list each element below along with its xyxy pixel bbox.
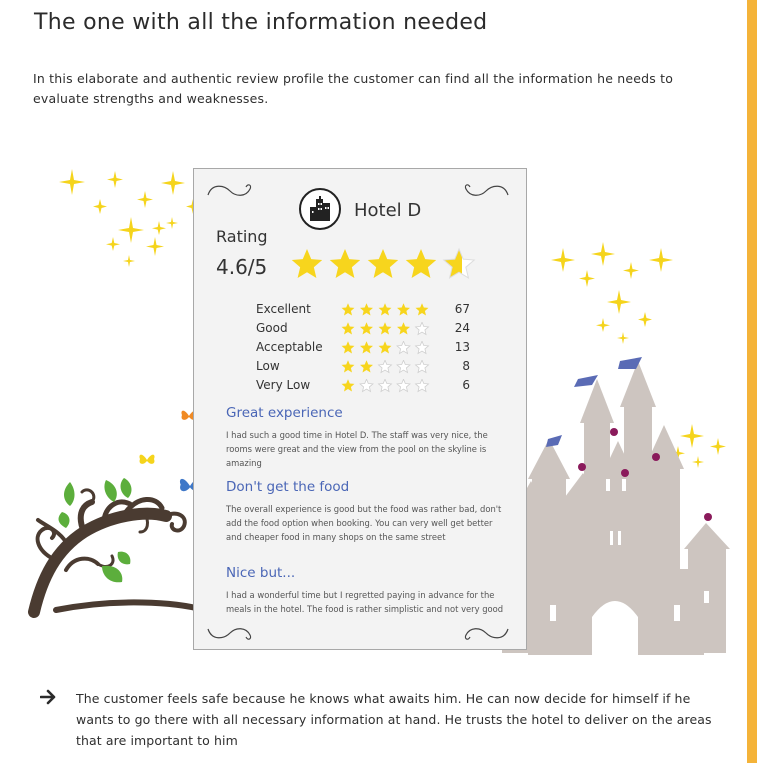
star-icon xyxy=(406,249,436,278)
breakdown-stars xyxy=(340,341,432,355)
star-icon xyxy=(368,249,398,278)
breakdown-count: 67 xyxy=(454,302,470,316)
breakdown-count: 24 xyxy=(454,321,470,335)
review-item xyxy=(226,405,506,470)
breakdown-stars xyxy=(340,360,432,374)
breakdown-label: Good xyxy=(256,321,288,335)
breakdown-row xyxy=(256,339,476,358)
breakdown-label: Very Low xyxy=(256,378,311,392)
star-icon xyxy=(444,249,474,278)
breakdown-label: Excellent xyxy=(256,302,311,316)
star-icon xyxy=(342,341,355,353)
breakdown-row xyxy=(256,301,476,320)
butterfly-icon xyxy=(138,452,156,468)
castle-illustration xyxy=(498,355,730,655)
star-icon xyxy=(379,303,392,315)
star-icon xyxy=(360,360,373,372)
breakdown-label: Low xyxy=(256,359,280,373)
swirl-ornament-icon xyxy=(204,623,254,643)
star-icon xyxy=(397,322,410,334)
breakdown-count: 6 xyxy=(462,378,470,392)
review-title: Don't get the food xyxy=(226,479,350,495)
star-icon xyxy=(360,379,373,391)
intro-paragraph: In this elaborate and authentic review profile the customer can find all the information he needs to evaluate strengths and weaknesses. xyxy=(33,71,674,106)
review-text: The overall experience is good but the food was rather bad, don't add the food option when booking. You can very well get better and cheaper food in many shops on the same street xyxy=(226,504,502,542)
star-icon xyxy=(397,303,410,315)
footer-paragraph: The customer feels safe because he knows what awaits him. He can now decide for himself if he wants to go there with all necessary information at hand. He trusts the hotel to deliver on the areas that are important to him xyxy=(76,691,712,748)
review-title: Nice but... xyxy=(226,565,296,581)
breakdown-label: Acceptable xyxy=(256,340,323,354)
star-icon xyxy=(416,322,429,334)
review-card xyxy=(193,168,527,650)
star-icon xyxy=(416,341,429,353)
breakdown-row xyxy=(256,320,476,339)
review-title: Great experience xyxy=(226,405,343,421)
rating-breakdown xyxy=(256,301,476,396)
building-icon xyxy=(298,187,342,231)
star-icon xyxy=(360,341,373,353)
hotel-name: Hotel D xyxy=(354,200,422,221)
review-item xyxy=(226,565,506,616)
rating-value: 4.6/5 xyxy=(216,255,268,279)
star-icon xyxy=(360,322,373,334)
breakdown-row xyxy=(256,377,476,396)
star-icon xyxy=(379,322,392,334)
arrow-right-icon xyxy=(40,688,58,706)
breakdown-stars xyxy=(340,303,432,317)
breakdown-stars xyxy=(340,322,432,336)
swirl-ornament-icon xyxy=(462,623,512,643)
star-icon xyxy=(342,322,355,334)
star-icon xyxy=(416,303,429,315)
review-text: I had such a good time in Hotel D. The staff was very nice, the rooms were great and the view from the pool on the skyline is amazing xyxy=(226,430,488,468)
swirl-ornament-icon xyxy=(462,181,512,201)
star-icon xyxy=(330,249,360,278)
star-icon xyxy=(379,379,392,391)
review-text: I had a wonderful time but I regretted paying in advance for the meals in the hotel. The food is rather simplistic and not very good xyxy=(226,590,504,614)
star-icon xyxy=(397,360,410,372)
star-icon xyxy=(379,341,392,353)
star-icon xyxy=(292,249,322,278)
star-icon xyxy=(360,303,373,315)
breakdown-row xyxy=(256,358,476,377)
star-icon xyxy=(397,379,410,391)
rating-label: Rating xyxy=(216,227,268,246)
sparkles-left xyxy=(55,165,205,275)
star-icon xyxy=(397,341,410,353)
breakdown-count: 8 xyxy=(462,359,470,373)
star-icon xyxy=(416,379,429,391)
accent-bar xyxy=(747,0,757,763)
swirl-ornament-icon xyxy=(204,181,254,201)
review-item xyxy=(226,479,506,544)
rating-stars xyxy=(290,247,480,283)
star-icon xyxy=(342,360,355,372)
sparkles-right xyxy=(545,240,675,360)
star-icon xyxy=(342,379,355,391)
breakdown-count: 13 xyxy=(454,340,470,354)
breakdown-stars xyxy=(340,379,432,393)
star-icon xyxy=(342,303,355,315)
star-icon xyxy=(416,360,429,372)
star-icon xyxy=(379,360,392,372)
page-title: The one with all the information needed xyxy=(34,10,488,35)
